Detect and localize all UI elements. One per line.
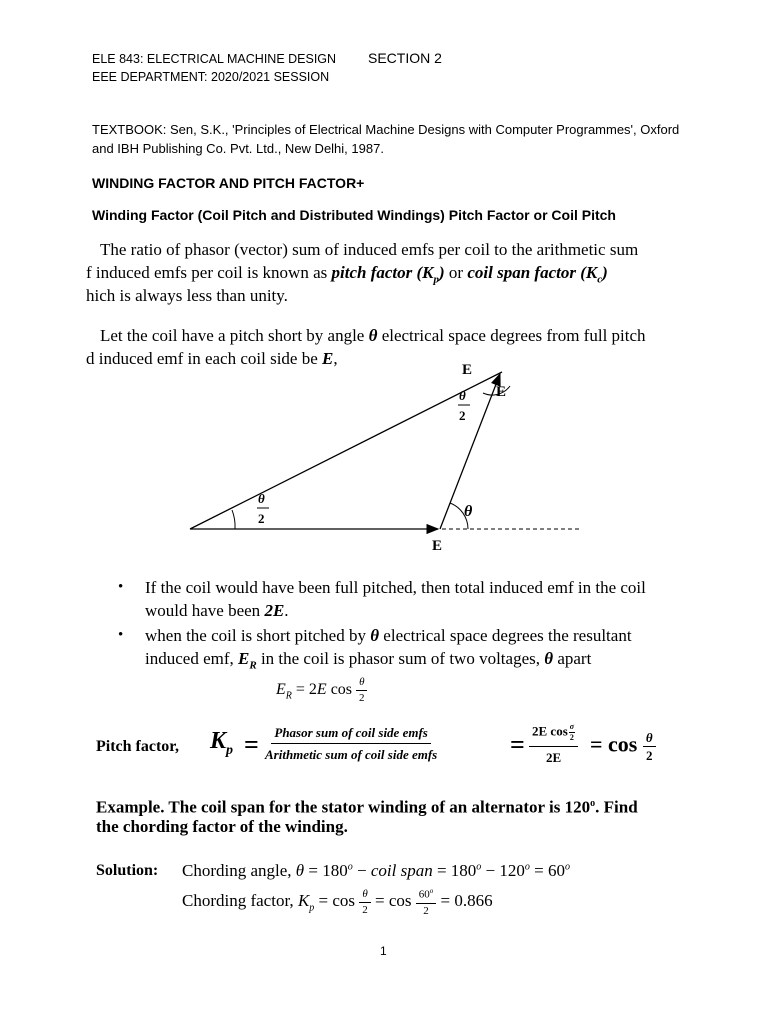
textbook-line-2: and IBH Publishing Co. Pvt. Ltd., New Delhi, 1987. <box>92 141 384 156</box>
para1-line3: hich is always less than unity. <box>86 286 288 305</box>
para2-line2: d induced emf in each coil side be E, <box>86 349 338 368</box>
solution-label: Solution: <box>96 862 159 879</box>
top-E-label: E <box>462 362 473 378</box>
pitch-eq-sign-2: = <box>510 730 525 759</box>
pitch-factor-label: Pitch factor, <box>96 738 179 755</box>
example-line-1: Example. The coil span for the stator winding of an alternator is 120$^o$. Find <box>96 797 638 817</box>
pitch-factor-fraction: $\frac{\text{Phasor sum of coil side emfs}}{\text{Arithmetic sum of coil side emfs}}$ <box>265 725 438 762</box>
solution-line-1: Chording angle, $\theta = 180^o$ − coil span = $180^o - 120^o = 60^o$ <box>182 861 570 880</box>
er-equation: $E_R = 2E$ cos $\frac{\theta}{2}$ <box>276 677 368 704</box>
para2-line1: Let the coil have a pitch short by angle θ electrical space degrees from full pitch <box>100 326 646 345</box>
page-number: 1 <box>380 944 387 958</box>
para1-line1: The ratio of phasor (vector) sum of induced emfs per coil to the arithmetic sum <box>100 240 639 259</box>
sub-heading: Winding Factor (Coil Pitch and Distributed Windings) Pitch Factor or Coil Pitch <box>92 207 616 223</box>
origin-half-theta-num: θ <box>258 491 265 506</box>
apex-half-theta-den: 2 <box>459 408 466 423</box>
origin-angle-arc <box>232 510 235 529</box>
origin-half-theta-den: 2 <box>258 511 265 526</box>
pitch-factor-symbol: $K_p$ <box>210 728 234 758</box>
pitch-eq-sign-1: = <box>244 730 259 759</box>
section-label: SECTION 2 <box>368 50 442 66</box>
department-label: EEE DEPARTMENT: 2020/2021 SESSION <box>92 70 330 84</box>
pitch-final-cos: = cos $\frac{\theta}{2}$ <box>590 731 656 762</box>
main-heading: WINDING FACTOR AND PITCH FACTOR+ <box>92 175 365 191</box>
right-E-label: E <box>496 384 507 400</box>
phasor-diagram <box>180 360 600 560</box>
course-title: ELE 843: ELECTRICAL MACHINE DESIGN <box>92 52 337 66</box>
solution-line-2: Chording factor, $K_p = \cos$ $\frac{\theta}{2}$ = cos $\frac{60^o}{2}$ = 0.866 <box>182 887 493 917</box>
pitch-factor-fraction-2: 2E cos $\frac{\sigma}{2}$ 2E <box>529 723 578 764</box>
textbook-line-1: TEXTBOOK: Sen, S.K., 'Principles of Electrical Machine Designs with Computer Programmes', Oxford <box>92 122 680 137</box>
para1-line2: f induced emfs per coil is known as pitch factor $(K_p)$ or coil span factor $(K_c)$ <box>86 263 608 286</box>
apex-half-theta-num: θ <box>459 388 466 403</box>
example-line-2: the chording factor of the winding. <box>96 817 348 836</box>
bullet-item-2: • when the coil is short pitched by θ electrical space degrees the resultant induced emf, $E_R$ in the coil is phasor sum of two voltages, θ apart <box>118 624 678 677</box>
bullet-item-1: • If the coil would have been full pitched, then total induced emf in the coil would have been 2E. <box>118 576 678 622</box>
bottom-E-label: E <box>432 538 443 554</box>
theta-label: θ <box>464 503 473 520</box>
bullet-list <box>118 576 678 679</box>
